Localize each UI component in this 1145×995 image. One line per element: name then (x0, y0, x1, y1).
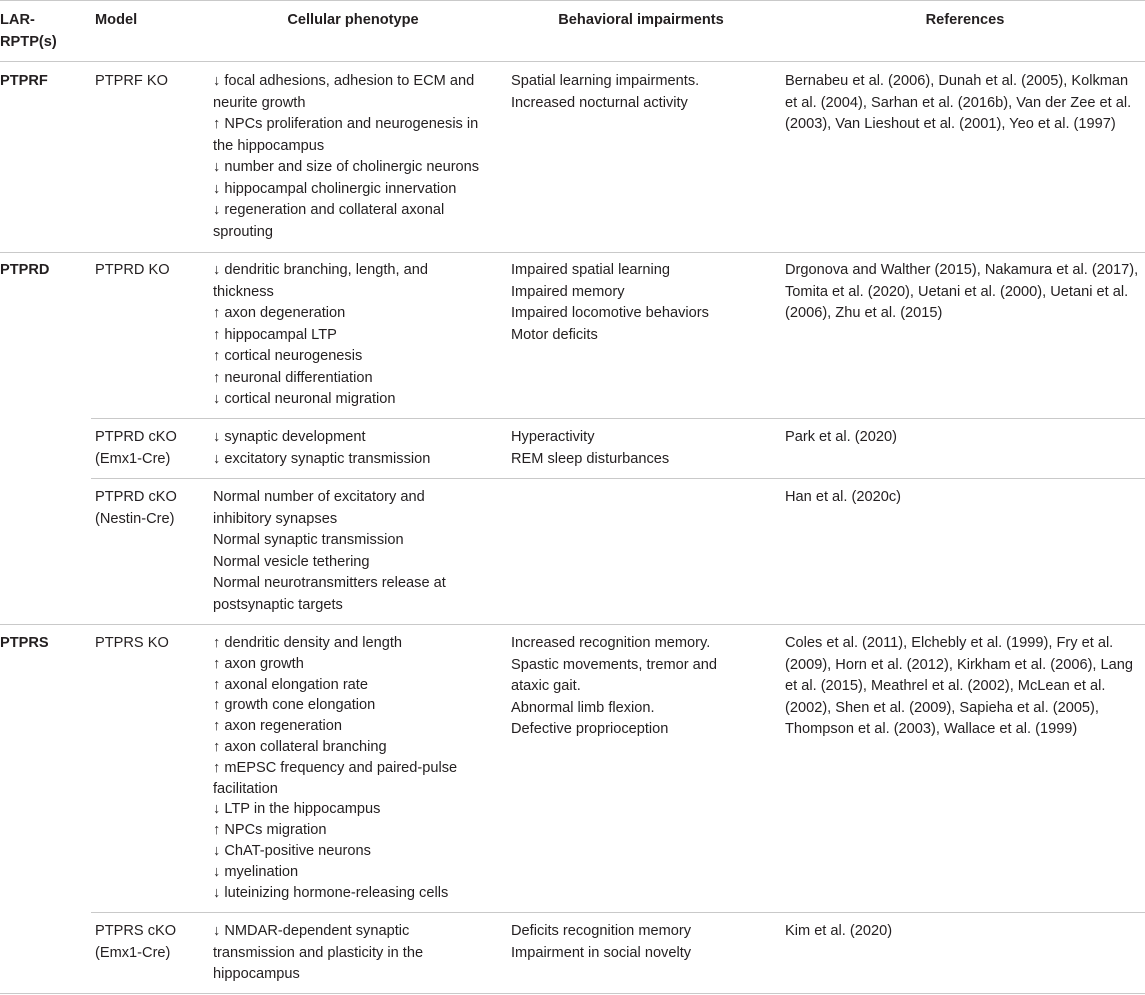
cellular-line: ↑ axon degeneration (213, 305, 346, 321)
reference-line: Bernabeu et al. (2006), Dunah et al. (2005), Kolkman (785, 73, 1129, 89)
cellular-line: ↑ hippocampal LTP (213, 326, 337, 343)
cellular-line: Normal neurotransmitters release at (213, 575, 446, 591)
model-line: PTPRD KO (95, 262, 170, 278)
row-rule (91, 912, 1145, 913)
behavioral-line: Impaired locomotive behaviors (511, 305, 709, 321)
cellular-line: hippocampus (213, 966, 300, 982)
header-model: Model (95, 12, 138, 28)
header-lar-line-2: RPTP(s) (0, 34, 57, 50)
cellular-line: ↑ axonal elongation rate (213, 676, 368, 693)
row-behavioral (511, 427, 669, 470)
reference-line: Tomita et al. (2020), Uetani et al. (2000), Uetani et al. (785, 283, 1129, 300)
row-behavioral (511, 633, 717, 741)
behavioral-line: Increased recognition memory. (511, 635, 711, 651)
row-lar-ptprf: PTPRF (0, 73, 48, 89)
reference-line: et al. (2004), Sarhan et al. (2016b), Van der Zee et al. (785, 94, 1132, 111)
cellular-line: facilitation (213, 780, 278, 797)
cellular-line: ↑ mEPSC frequency and paired-pulse (213, 759, 458, 776)
behavioral-line: REM sleep disturbances (511, 450, 670, 467)
reference-line: et al. (2015), Meathrel et al. (2002), McLean et al. (785, 678, 1106, 694)
row-cellular-phenotype (213, 260, 428, 411)
cellular-line: ↑ NPCs migration (213, 822, 327, 839)
reference-line: (2002), Shen et al. (2009), Sapieha et al. (2005), (785, 699, 1099, 716)
reference-line: (2003), Van Lieshout et al. (2001), Yeo et al. (1997) (785, 116, 1116, 132)
cellular-line: Normal number of excitatory and (213, 489, 425, 505)
row-rule (0, 624, 1145, 625)
row-references (785, 487, 901, 509)
row-lar-ptprd: PTPRD (0, 262, 50, 278)
table-bottom-rule (0, 993, 1145, 994)
behavioral-line: Hyperactivity (511, 429, 595, 445)
behavioral-line: Spastic movements, tremor and (511, 656, 718, 673)
cellular-line: ↓ myelination (213, 863, 299, 880)
row-cellular-phenotype (213, 427, 430, 470)
row-references (785, 921, 892, 943)
cellular-line: ↑ dendritic density and length (213, 635, 403, 651)
cellular-line: ↓ number and size of cholinergic neurons (213, 159, 480, 175)
row-references (785, 633, 1133, 741)
cellular-line: thickness (213, 283, 274, 300)
row-cellular-phenotype (213, 633, 457, 903)
row-model (95, 921, 176, 964)
row-cellular-phenotype (213, 487, 446, 616)
row-rule (91, 418, 1145, 419)
row-behavioral (511, 921, 691, 964)
row-model (95, 487, 177, 530)
behavioral-line: Impairment in social novelty (511, 944, 692, 961)
model-line: (Emx1-Cre) (95, 944, 171, 961)
table-top-rule (0, 0, 1145, 1)
row-references (785, 427, 897, 449)
row-model (95, 71, 168, 93)
reference-line: Coles et al. (2011), Elchebly et al. (1999), Fry et al. (785, 635, 1114, 651)
model-line: PTPRS cKO (95, 923, 177, 939)
row-references (785, 260, 1138, 325)
header-lar-line-1: LAR- (0, 12, 35, 28)
behavioral-line: ataxic gait. (511, 678, 581, 694)
reference-line: (2009), Horn et al. (2012), Kirkham et al. (2006), Lang (785, 656, 1133, 673)
cellular-line: ↓ synaptic development (213, 429, 366, 445)
row-model (95, 427, 177, 470)
cellular-line: ↓ ChAT-positive neurons (213, 842, 371, 859)
reference-line: Thompson et al. (2003), Wallace et al. (1999) (785, 721, 1078, 737)
behavioral-line: Spatial learning impairments. (511, 73, 700, 89)
row-behavioral (511, 260, 709, 346)
cellular-line: Normal vesicle tethering (213, 553, 370, 570)
cellular-line: ↓ hippocampal cholinergic innervation (213, 180, 457, 197)
behavioral-line: Defective proprioception (511, 721, 669, 737)
cellular-line: transmission and plasticity in the (213, 944, 424, 961)
row-model (95, 633, 169, 655)
header-cellular-phenotype: Cellular phenotype (287, 12, 419, 28)
model-line: PTPRD cKO (95, 429, 177, 445)
reference-line: Han et al. (2020c) (785, 489, 902, 505)
behavioral-line: Impaired spatial learning (511, 262, 670, 278)
model-line: (Emx1-Cre) (95, 450, 171, 467)
cellular-line: ↓ luteinizing hormone-releasing cells (213, 884, 449, 901)
cellular-line: ↓ focal adhesions, adhesion to ECM and (213, 73, 475, 89)
cellular-line: the hippocampus (213, 137, 325, 154)
behavioral-line: Abnormal limb flexion. (511, 699, 655, 716)
reference-line: Park et al. (2020) (785, 429, 897, 445)
cellular-line: ↑ neuronal differentiation (213, 369, 373, 386)
reference-line: Drgonova and Walther (2015), Nakamura et al. (2017), (785, 262, 1139, 278)
reference-line: Kim et al. (2020) (785, 923, 893, 939)
row-rule (91, 478, 1145, 479)
header-lar-rptp (0, 9, 57, 53)
behavioral-line: Increased nocturnal activity (511, 94, 688, 111)
reference-line: (2006), Zhu et al. (2015) (785, 305, 943, 321)
row-model (95, 260, 170, 282)
cellular-line: Normal synaptic transmission (213, 532, 404, 548)
cellular-line: postsynaptic targets (213, 596, 343, 613)
cellular-line: ↓ cortical neuronal migration (213, 391, 396, 407)
cellular-line: ↓ dendritic branching, length, and (213, 262, 428, 278)
header-behavioral-impairments: Behavioral impairments (558, 12, 724, 28)
cellular-line: inhibitory synapses (213, 510, 338, 527)
cellular-line: ↑ axon growth (213, 655, 304, 672)
model-line: (Nestin-Cre) (95, 510, 175, 527)
row-cellular-phenotype (213, 921, 423, 986)
model-line: PTPRF KO (95, 73, 168, 89)
cellular-line: ↓ regeneration and collateral axonal (213, 202, 445, 218)
cellular-line: ↓ NMDAR-dependent synaptic (213, 923, 410, 939)
row-references (785, 71, 1131, 136)
row-rule (0, 252, 1145, 253)
behavioral-line: Deficits recognition memory (511, 923, 692, 939)
behavioral-line: Impaired memory (511, 283, 625, 300)
cellular-line: ↑ growth cone elongation (213, 697, 376, 714)
row-lar-ptprs: PTPRS (0, 635, 49, 651)
model-line: PTPRD cKO (95, 489, 177, 505)
behavioral-line: Motor deficits (511, 326, 598, 343)
row-behavioral (511, 71, 699, 114)
cellular-line: ↓ LTP in the hippocampus (213, 801, 381, 818)
cellular-line: ↓ excitatory synaptic transmission (213, 450, 431, 467)
cellular-line: ↑ axon regeneration (213, 718, 342, 735)
cellular-line: neurite growth (213, 94, 306, 111)
row-cellular-phenotype (213, 71, 479, 243)
cellular-line: ↑ NPCs proliferation and neurogenesis in (213, 116, 479, 132)
cellular-line: ↑ cortical neurogenesis (213, 348, 363, 364)
header-rule (0, 61, 1145, 62)
cellular-line: sprouting (213, 223, 274, 240)
model-line: PTPRS KO (95, 635, 169, 651)
cellular-line: ↑ axon collateral branching (213, 738, 387, 755)
header-references: References (925, 12, 1005, 28)
